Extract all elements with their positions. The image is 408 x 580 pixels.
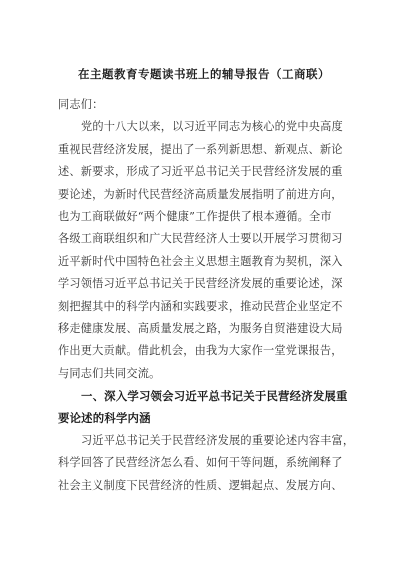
paragraph-line: 学习领悟习近平总书记关于民营经济发展的重要论述，深 xyxy=(58,277,343,291)
document-title: 在主题教育专题读书班上的辅导报告（工商联） xyxy=(78,67,330,81)
section-heading: 一、深入学习领会习近平总书记关于民营经济发展重 xyxy=(81,389,348,404)
paragraph-line: 习近平总书记关于民营经济发展的重要论述内容丰富， xyxy=(81,433,355,447)
paragraph-line: 社会主义制度下民营经济的性质、逻辑起点、发展方向、 xyxy=(58,478,343,492)
paragraph-line: 刻把握其中的科学内涵和实践要求，推动民营企业坚定不 xyxy=(58,299,343,313)
paragraph-line: 各级工商联组织和广大民营经济人士要以开展学习贯彻习 xyxy=(58,232,343,246)
paragraph-line: 作出更大贡献。借此机会，由我为大家作一堂党课报告， xyxy=(58,344,343,358)
paragraph-line: 党的十八大以来，以习近平同志为核心的党中央高度 xyxy=(81,120,343,134)
paragraph-line: 重视民营经济发展，提出了一系列新思想、新观点、新论 xyxy=(58,142,343,156)
paragraph-line: 也为工商联做好“两个健康”工作提供了根本遵循。全市 xyxy=(58,209,332,223)
section-heading: 要论述的科学内涵 xyxy=(58,411,151,426)
paragraph-line: 移走健康发展、高质量发展之路，为服务自贸港建设大局 xyxy=(58,321,343,335)
salutation: 同志们： xyxy=(58,98,104,111)
paragraph-line: 与同志们共同交流。 xyxy=(58,366,161,380)
paragraph-line: 述、新要求，形成了习近平总书记关于民营经济发展的重 xyxy=(58,165,343,179)
document-body xyxy=(58,94,358,497)
paragraph-line: 科学回答了民营经济怎么看、如何干等问题，系统阐释了 xyxy=(58,456,343,470)
paragraph-line: 近平新时代中国特色社会主义思想主题教育为契机，深入 xyxy=(58,254,343,268)
paragraph-line: 要论述，为新时代民营经济高质量发展指明了前进方向， xyxy=(58,187,343,201)
